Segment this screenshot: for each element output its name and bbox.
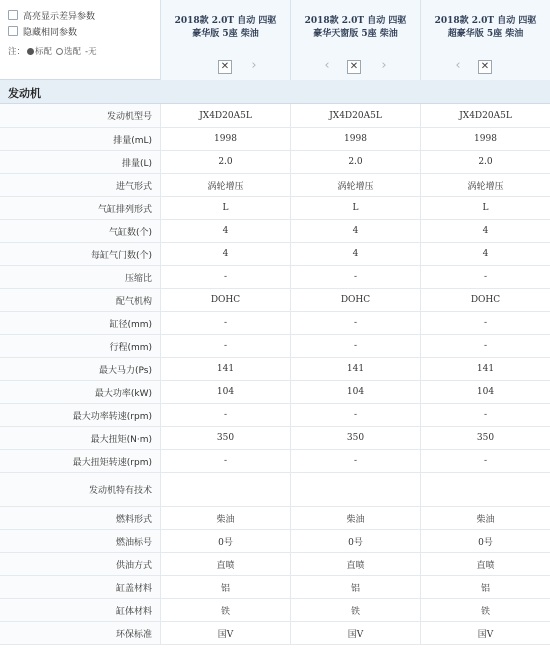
row-value: 4 [291, 220, 421, 242]
row-value: - [483, 410, 488, 420]
table-row [0, 599, 550, 622]
row-label: 环保标准 [0, 622, 161, 644]
legend-none: -无 [85, 47, 97, 57]
section-title: 发动机 [8, 87, 41, 100]
table-row [0, 243, 550, 266]
car-name: 2018款 2.0T 自动 四驱 超豪华版 5座 柴油 [434, 16, 537, 39]
table-row [0, 266, 550, 289]
row-label: 发动机特有技术 [0, 473, 161, 506]
row-value: 104 [161, 381, 291, 403]
row-value: 4 [482, 226, 489, 236]
row-value: 1998 [474, 134, 497, 144]
table-row [0, 312, 550, 335]
display-options [0, 0, 161, 80]
table-row [0, 507, 550, 530]
row-value: - [161, 312, 291, 334]
row-label: 最大马力(Ps) [0, 358, 161, 380]
hide-same-checkbox[interactable] [8, 26, 18, 36]
row-value: - [291, 312, 421, 334]
row-label: 最大扭矩(N·m) [0, 427, 161, 449]
table-row [0, 104, 550, 128]
car-name: 2018款 2.0T 自动 四驱 豪华天窗版 5座 柴油 [304, 16, 407, 39]
row-value: L [161, 197, 291, 219]
car-column-2 [291, 0, 421, 80]
optional-dot-icon [56, 48, 63, 55]
table-row [0, 450, 550, 473]
row-value [421, 473, 550, 506]
table-row [0, 473, 550, 507]
legend-standard: 标配 [35, 47, 53, 57]
row-value: 铁 [291, 599, 421, 621]
table-row [0, 358, 550, 381]
car-name: 2018款 2.0T 自动 四驱 豪华版 5座 柴油 [174, 16, 277, 39]
table-row [0, 174, 550, 197]
row-label: 排量(L) [0, 151, 161, 173]
hide-same-option[interactable] [8, 23, 160, 39]
row-label: 气缸排列形式 [0, 197, 161, 219]
table-row [0, 530, 550, 553]
table-row [0, 553, 550, 576]
row-value: - [291, 404, 421, 426]
spec-table [0, 104, 550, 645]
row-value: - [483, 272, 488, 282]
standard-dot-icon [27, 48, 34, 55]
row-value: JX4D20A5L [161, 104, 291, 127]
table-row [0, 197, 550, 220]
row-label: 燃料形式 [0, 507, 161, 529]
row-value: - [161, 335, 291, 357]
legend [8, 45, 160, 57]
row-value: 柴油 [476, 514, 495, 525]
row-value: 涡轮增压 [161, 174, 291, 196]
row-value: 2.0 [161, 151, 291, 173]
row-value: 2.0 [478, 157, 493, 167]
table-row [0, 427, 550, 450]
table-row [0, 128, 550, 151]
row-value: 4 [161, 243, 291, 265]
table-row [0, 576, 550, 599]
row-value: JX4D20A5L [291, 104, 421, 127]
row-value: 4 [161, 220, 291, 242]
row-value: JX4D20A5L [459, 110, 512, 121]
row-value: 铁 [480, 606, 490, 617]
row-label: 气缸数(个) [0, 220, 161, 242]
table-row [0, 404, 550, 427]
row-value: 国V [477, 629, 494, 640]
row-label: 最大功率(kW) [0, 381, 161, 403]
hide-same-label: 隐藏相同参数 [23, 27, 78, 38]
row-value [161, 473, 291, 506]
row-value [291, 473, 421, 506]
row-value: 141 [476, 364, 495, 374]
table-row [0, 381, 550, 404]
highlight-diff-label: 高亮显示差异参数 [23, 11, 96, 22]
row-value: - [483, 456, 488, 466]
row-value: - [161, 266, 291, 288]
row-value: 铁 [161, 599, 291, 621]
highlight-diff-option[interactable] [8, 7, 160, 23]
row-value: 铝 [291, 576, 421, 598]
close-icon[interactable]: ✕ [478, 60, 492, 74]
row-value: 0号 [478, 537, 493, 548]
row-value: 涡轮增压 [291, 174, 421, 196]
row-value: 104 [476, 387, 495, 397]
close-icon[interactable]: ✕ [218, 60, 232, 74]
row-value: - [483, 341, 488, 351]
close-icon[interactable]: ✕ [347, 60, 361, 74]
row-value: 柴油 [291, 507, 421, 529]
row-value: - [161, 450, 291, 472]
row-value: 350 [291, 427, 421, 449]
highlight-diff-checkbox[interactable] [8, 10, 18, 20]
chevron-left-icon[interactable]: ‹ [324, 58, 330, 73]
row-label: 排量(mL) [0, 128, 161, 150]
row-value: 铝 [480, 583, 490, 594]
row-value: 铝 [161, 576, 291, 598]
row-label: 发动机型号 [0, 104, 161, 127]
legend-optional: 选配 [64, 47, 82, 57]
row-value: 柴油 [161, 507, 291, 529]
row-value: - [161, 404, 291, 426]
compare-header [0, 0, 550, 80]
row-label: 缸盖材料 [0, 576, 161, 598]
row-label: 缸体材料 [0, 599, 161, 621]
row-value: - [291, 335, 421, 357]
row-value: 国V [291, 622, 421, 644]
row-value: L [291, 197, 421, 219]
row-value: 涡轮增压 [467, 181, 504, 192]
row-value: 直喷 [476, 560, 495, 571]
row-value: 104 [291, 381, 421, 403]
row-value: 直喷 [291, 553, 421, 575]
row-label: 最大功率转速(rpm) [0, 404, 161, 426]
row-value: 0号 [161, 530, 291, 552]
chevron-right-icon[interactable]: › [381, 58, 387, 73]
row-label: 供油方式 [0, 553, 161, 575]
legend-prefix: 注： [8, 47, 26, 57]
table-row [0, 289, 550, 312]
table-row [0, 151, 550, 174]
row-value: - [483, 318, 488, 328]
row-label: 燃油标号 [0, 530, 161, 552]
row-value: DOHC [291, 289, 421, 311]
row-label: 压缩比 [0, 266, 161, 288]
row-value: 141 [291, 358, 421, 380]
car-column-3 [421, 0, 550, 80]
section-engine [0, 80, 550, 104]
row-value: 141 [161, 358, 291, 380]
row-label: 缸径(mm) [0, 312, 161, 334]
row-value: - [291, 266, 421, 288]
row-value: - [291, 450, 421, 472]
table-row [0, 335, 550, 358]
row-value: 0号 [291, 530, 421, 552]
row-value: 国V [161, 622, 291, 644]
row-value: 1998 [161, 128, 291, 150]
row-label: 最大扭矩转速(rpm) [0, 450, 161, 472]
row-value: 1998 [291, 128, 421, 150]
row-label: 行程(mm) [0, 335, 161, 357]
row-value: DOHC [470, 295, 501, 305]
row-label: 配气机构 [0, 289, 161, 311]
row-value: L [482, 203, 489, 213]
row-value: 4 [291, 243, 421, 265]
row-value: 350 [161, 427, 291, 449]
car-column-1 [161, 0, 291, 80]
row-value: 350 [476, 433, 495, 443]
row-value: 直喷 [161, 553, 291, 575]
row-label: 每缸气门数(个) [0, 243, 161, 265]
row-value: DOHC [161, 289, 291, 311]
row-value: 4 [482, 249, 489, 259]
table-row [0, 220, 550, 243]
row-label: 进气形式 [0, 174, 161, 196]
chevron-left-icon[interactable]: ‹ [455, 58, 461, 73]
row-value: 2.0 [291, 151, 421, 173]
table-row [0, 622, 550, 645]
chevron-right-icon[interactable]: › [251, 58, 257, 73]
